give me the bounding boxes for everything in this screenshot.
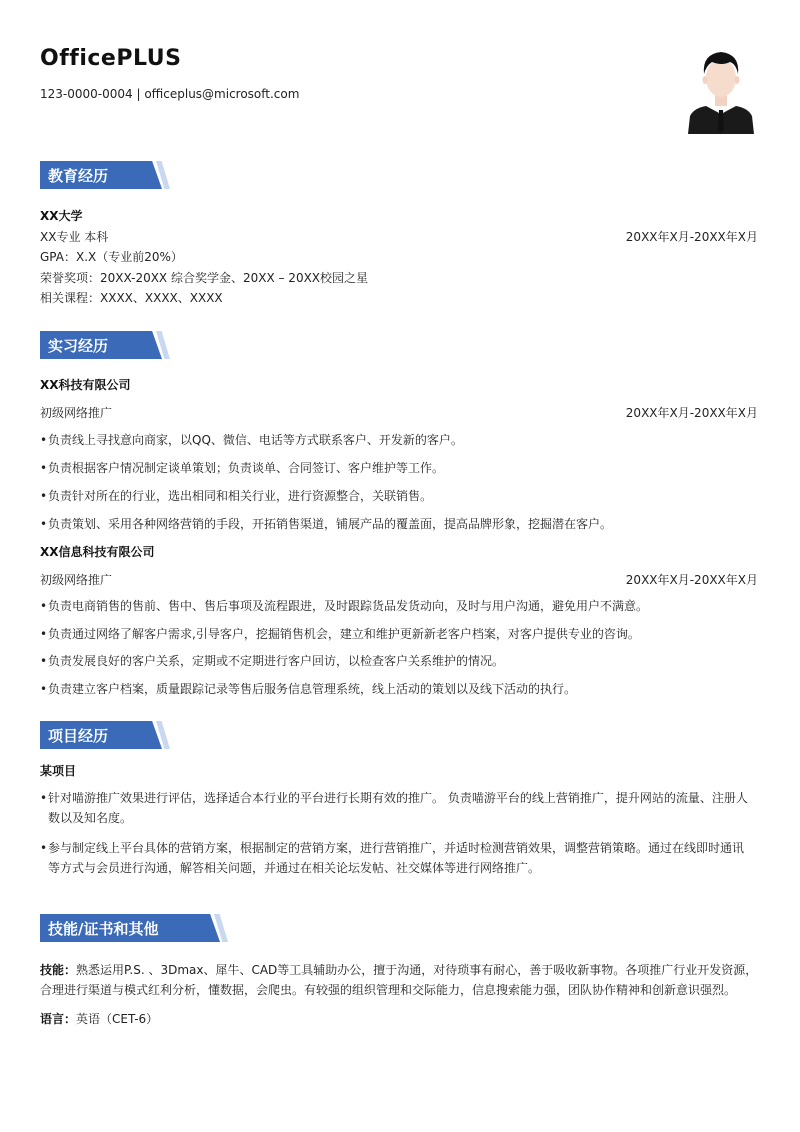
job-date: 20XX年X月-20XX年X月 bbox=[625, 573, 758, 587]
list-item: •负责线上寻找意向商家，以QQ、微信、电话等方式联系客户、开发新的客户。 bbox=[40, 433, 463, 447]
language: 语言：英语（CET-6） bbox=[40, 1012, 159, 1026]
section-header-skills bbox=[40, 914, 220, 942]
section-title: 实习经历 bbox=[48, 337, 109, 355]
avatar bbox=[686, 44, 756, 134]
list-item: •负责针对所在的行业，选出相同和相关行业，进行资源整合，关联销售。 bbox=[40, 489, 433, 503]
list-item: •负责发展良好的客户关系，定期或不定期进行客户回访，以检查客户关系维护的情况。 bbox=[40, 654, 505, 668]
candidate-name: OfficePLUS bbox=[40, 46, 182, 71]
list-item: •负责策划、采用各种网络营销的手段，开拓销售渠道，铺展产品的覆盖面，提高品牌形象，挖掘潜在客户。 bbox=[40, 517, 613, 531]
courses: 相关课程：XXXX、XXXX、XXXX bbox=[40, 291, 223, 305]
list-item: •针对喵游推广效果进行评估，选择适合本行业的平台进行长期有效的推广。 负责喵游平台的线上营销推广，提升网站的流量、注册人 数以及知名度。 bbox=[40, 791, 748, 825]
project-name: 某项目 bbox=[40, 764, 77, 778]
section-title: 教育经历 bbox=[48, 167, 109, 185]
section-title: 项目经历 bbox=[48, 727, 109, 745]
contact-info: 123-0000-0004 | officeplus@microsoft.com bbox=[40, 87, 300, 101]
list-item: •负责根据客户情况制定谈单策划；负责谈单、合同签订、客户维护等工作。 bbox=[40, 461, 445, 475]
list-item: •负责电商销售的售前、售中、售后事项及流程跟进，及时跟踪货品发货动向，及时与用户沟通，避免用户不满意。 bbox=[40, 599, 649, 613]
list-item: •负责建立客户档案，质量跟踪记录等售后服务信息管理系统，线上活动的策划以及线下活动的执行。 bbox=[40, 682, 577, 696]
section-title: 技能/证书和其他 bbox=[48, 920, 159, 938]
list-item: •负责通过网络了解客户需求,引导客户，挖掘销售机会，建立和维护更新新老客户档案，对客户提供专业的咨询。 bbox=[40, 627, 640, 641]
honors: 荣誉奖项：20XX-20XX 综合奖学金、20XX – 20XX校园之星 bbox=[40, 271, 369, 285]
gpa: GPA：X.X（专业前20%） bbox=[40, 250, 183, 264]
section-header-project bbox=[40, 721, 220, 749]
company-name: XX科技有限公司 bbox=[40, 378, 131, 392]
education-date: 20XX年X月-20XX年X月 bbox=[625, 230, 758, 244]
section-header-education bbox=[40, 161, 220, 189]
skills-text: 技能：熟悉运用P.S. 、3Dmax、犀牛、CAD等工具辅助办公，擅于沟通，对待琐事有耐心，善于吸收新事物。各项推广行业开发资源， 合理进行渠道与模式红利分析，懂数据，会爬虫。有较强的组织管理和交际能力，信息搜索能力强，团队协作精神和创新意识强烈。 bbox=[40, 963, 758, 997]
major: XX专业 本科 bbox=[40, 230, 109, 244]
school-name: XX大学 bbox=[40, 209, 83, 223]
job-role: 初级网络推广 bbox=[40, 406, 113, 420]
company-name: XX信息科技有限公司 bbox=[40, 545, 155, 559]
job-role: 初级网络推广 bbox=[40, 573, 113, 587]
list-item: •参与制定线上平台具体的营销方案，根据制定的营销方案，进行营销推广，并适时检测营销效果，调整营销策略。通过在线即时通讯 等方式与会员进行沟通，解答相关问题，并通过在相关论坛发帖、社交媒体等进行网络推广。 bbox=[40, 841, 745, 875]
section-header-internship bbox=[40, 331, 220, 359]
job-date: 20XX年X月-20XX年X月 bbox=[625, 406, 758, 420]
